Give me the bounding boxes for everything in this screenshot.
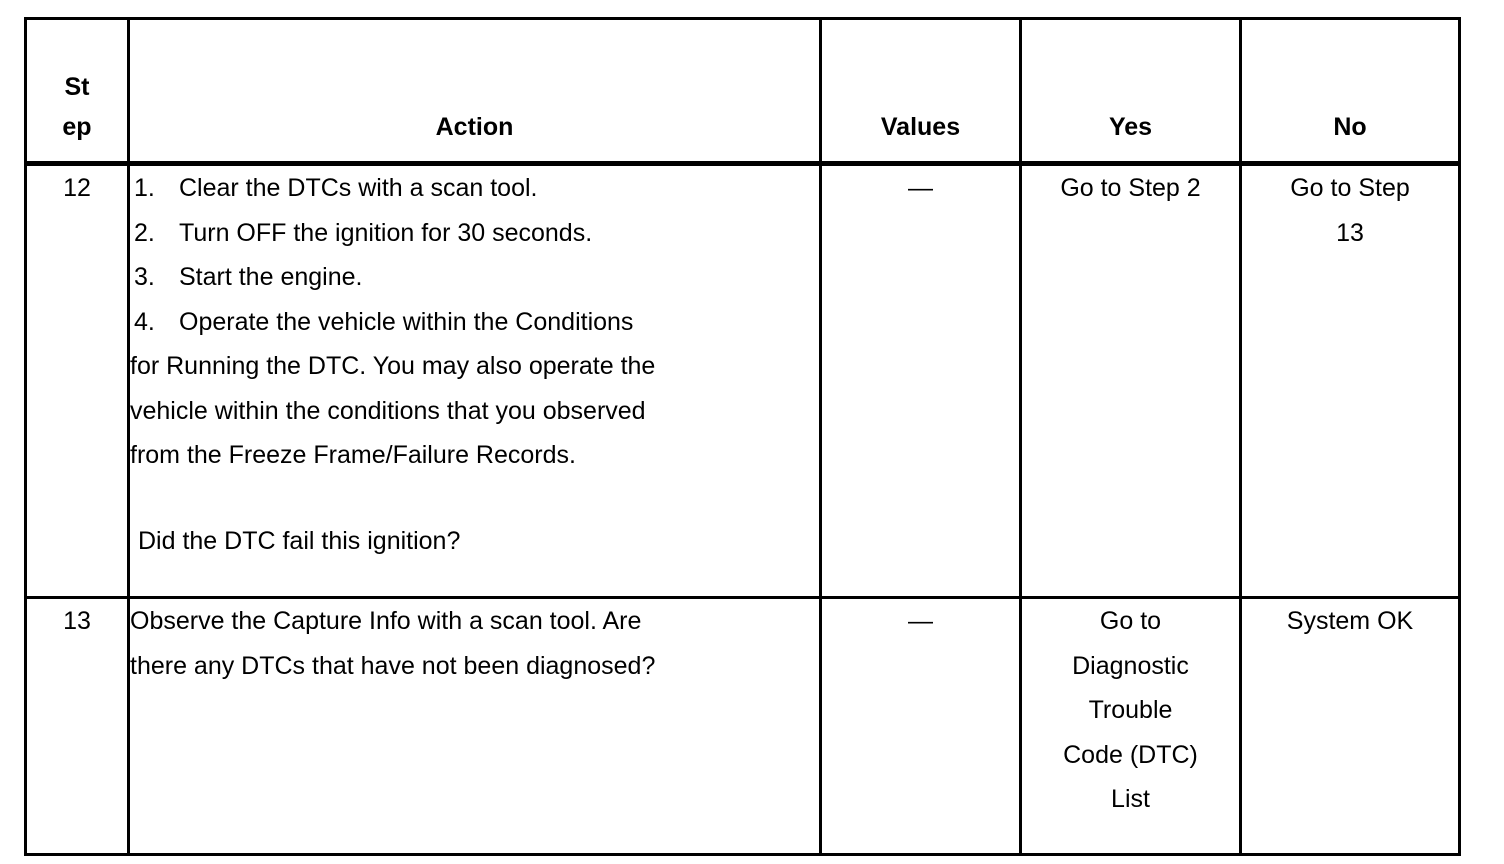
list-item-number: 4. <box>134 307 155 336</box>
list-item-text: Operate the vehicle within the Conditions <box>179 307 634 336</box>
list-item-number: 1. <box>134 174 155 202</box>
yes-goto-step: Go to Step 2 <box>1060 174 1201 202</box>
list-item-text: Turn OFF the ignition for 30 seconds. <box>179 218 593 247</box>
header-row <box>26 19 1460 164</box>
action-question: Did the DTC fail this ignition? <box>138 526 461 555</box>
action-line: there any DTCs that have not been diagnosed? <box>130 651 656 680</box>
header-step <box>26 19 129 164</box>
yes-line: List <box>1111 785 1150 813</box>
action-continuation-line: from the Freeze Frame/Failure Records. <box>130 441 576 469</box>
header-values: Values <box>821 19 1021 164</box>
action-line: Observe the Capture Info with a scan tool. Are <box>130 607 642 635</box>
list-item-number: 2. <box>134 218 155 247</box>
action-continuation-line: vehicle within the conditions that you observed <box>130 396 646 425</box>
table-row <box>26 598 1460 855</box>
action-cell <box>129 164 821 598</box>
header-yes: Yes <box>1021 19 1241 164</box>
no-cell <box>1241 164 1460 598</box>
no-goto-line1: Go to Step <box>1290 174 1410 202</box>
list-item <box>130 255 819 300</box>
no-cell <box>1241 598 1460 855</box>
header-step-line1: St <box>64 73 90 101</box>
action-cell <box>129 598 821 855</box>
step-number: 12 <box>26 164 129 598</box>
yes-line: Trouble <box>1088 696 1173 724</box>
list-item-text: Clear the DTCs with a scan tool. <box>179 174 538 202</box>
yes-line: Diagnostic <box>1072 651 1189 680</box>
list-item <box>130 300 819 345</box>
yes-line: Go to <box>1099 607 1162 635</box>
table-row <box>26 164 1460 598</box>
list-item-number: 3. <box>134 263 155 291</box>
no-result: System OK <box>1286 607 1414 635</box>
values-cell: — <box>821 164 1021 598</box>
header-no: No <box>1241 19 1460 164</box>
list-item <box>130 211 819 256</box>
yes-cell <box>1021 598 1241 855</box>
list-item-text: Start the engine. <box>179 263 363 291</box>
list-item <box>130 166 819 211</box>
header-action: Action <box>129 19 821 164</box>
yes-line: Code (DTC) <box>1063 740 1198 769</box>
no-goto-line2: 13 <box>1336 218 1364 247</box>
header-step-line2: ep <box>62 113 92 141</box>
values-cell: — <box>821 598 1021 855</box>
step-number: 13 <box>26 598 129 855</box>
diagnostic-table <box>24 17 1461 856</box>
action-steps-list <box>130 166 819 344</box>
action-continuation-line: for Running the DTC. You may also operate the <box>130 352 656 380</box>
yes-cell <box>1021 164 1241 598</box>
